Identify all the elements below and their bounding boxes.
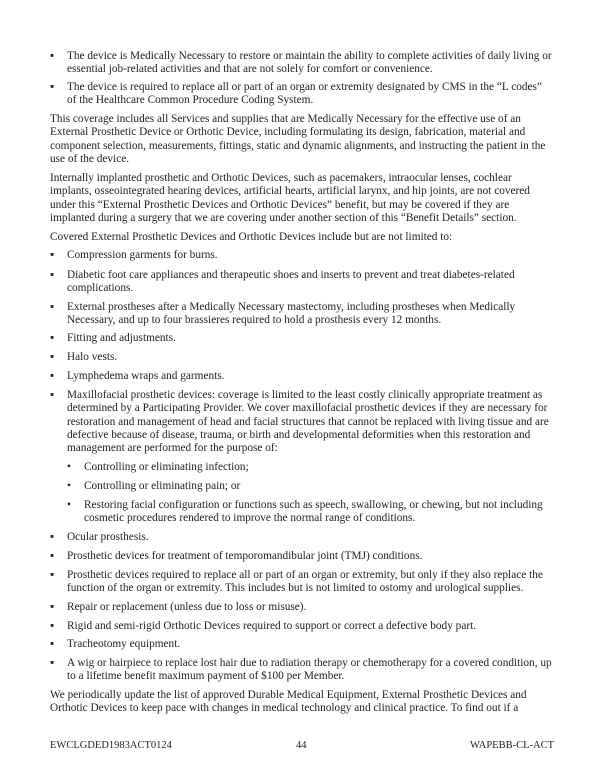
covered-item xyxy=(50,249,554,262)
bullet-text: External prostheses after a Medically Necessary mastectomy, including prostheses when Medically Necessary, and up to four brassieres required to hold a prosthesis every 12 months. xyxy=(67,301,516,327)
bullet-icon: ▪ xyxy=(50,550,55,562)
bullet-text: Repair or replacement (unless due to loss or misuse). xyxy=(67,601,307,613)
covered-item xyxy=(50,601,554,614)
bullet-icon: ▪ xyxy=(50,50,55,62)
covered-item xyxy=(50,620,554,633)
bullet-text: Ocular prosthesis. xyxy=(67,531,149,543)
bullet-text: Maxillofacial prosthetic devices: coverage is limited to the least costly clinically appropriate treatment as determined by a Participating Provider. We cover maxillofacial prosthetic devices if they are necessary for restoration and management of head and facial structures that cannot be replaced with living tissue and are defective because of disease, trauma, or birth and developmental deformities when this restoration and management are performed for the purpose of: xyxy=(67,389,549,455)
covered-item xyxy=(50,550,554,563)
sub-item xyxy=(67,499,554,526)
footer-plan-code: WAPEBB-CL-ACT xyxy=(470,740,554,751)
bullet-text: The device is required to replace all or part of an organ or extremity designated by CMS in the “L codes” of the Healthcare Common Procedure Coding System. xyxy=(67,81,542,107)
bullet-icon: ▪ xyxy=(50,601,55,613)
bullet-icon: ▪ xyxy=(50,249,55,261)
covered-item xyxy=(50,351,554,364)
paragraph-covered-intro: Covered External Prosthetic Devices and Orthotic Devices include but are not limited to: xyxy=(50,231,453,243)
bullet-icon: ▪ xyxy=(50,301,55,313)
bullet-text: Lymphedema wraps and garments. xyxy=(67,370,225,382)
bullet-item xyxy=(50,81,554,108)
bullet-icon: ▪ xyxy=(50,389,55,401)
covered-item xyxy=(50,301,554,328)
sub-bullet-icon: • xyxy=(67,499,71,511)
bullet-text: Prosthetic devices for treatment of temporomandibular joint (TMJ) conditions. xyxy=(67,550,423,562)
bullet-text: Compression garments for burns. xyxy=(67,249,218,261)
covered-item xyxy=(50,389,554,455)
bullet-text: The device is Medically Necessary to restore or maintain the ability to complete activities of daily living or essential job-related activities and that are not solely for comfort or convenience. xyxy=(67,50,552,76)
bullet-text: Prosthetic devices required to replace all or part of an organ or extremity, but only if they also replace the function of the organ or extremity. This includes but is not limited to ostomy and urological supplies. xyxy=(67,569,543,595)
footer-document-code: EWCLGDED1983ACT0124 xyxy=(50,740,172,751)
sub-bullet-icon: • xyxy=(67,461,71,473)
paragraph-coverage: This coverage includes all Services and supplies that are Medically Necessary for the effective use of an External Prosthetic Device or Orthotic Device, including formulating its design, fabrication, material and component selection, measurements, fittings, static and dynamic alignments, and instructing the patient in the use of the device. xyxy=(50,113,546,165)
paragraph-closing: We periodically update the list of approved Durable Medical Equipment, External Prosthetic Devices and Orthotic Devices to keep pace with changes in medical technology and clinical practice. To find out if a xyxy=(50,689,527,715)
bullet-icon: ▪ xyxy=(50,569,55,581)
covered-item xyxy=(50,531,554,544)
covered-item xyxy=(50,370,554,383)
bullet-item xyxy=(50,50,554,77)
bullet-text: Diabetic foot care appliances and therapeutic shoes and inserts to prevent and treat diabetes-related complications. xyxy=(67,269,515,295)
bullet-icon: ▪ xyxy=(50,332,55,344)
bullet-icon: ▪ xyxy=(50,657,55,669)
paragraph-internal-devices: Internally implanted prosthetic and Orthotic Devices, such as pacemakers, intraocular lenses, cochlear implants, osseointegrated hearing devices, artificial hearts, artificial larynx, and hip joints, are not covered under this “External Prosthetic Devices and Orthotic Devices” benefit, but may be covered if they are implanted during a surgery that we are covering under another section of this “Benefit Details” section. xyxy=(50,172,530,224)
bullet-text: Rigid and semi-rigid Orthotic Devices required to support or correct a defective body part. xyxy=(67,620,477,632)
covered-item xyxy=(50,269,554,296)
bullet-icon: ▪ xyxy=(50,531,55,543)
bullet-text: Controlling or eliminating infection; xyxy=(84,461,249,473)
footer-page-number: 44 xyxy=(296,740,307,751)
covered-item xyxy=(50,657,554,684)
bullet-icon: ▪ xyxy=(50,81,55,93)
sub-item xyxy=(67,461,554,474)
bullet-icon: ▪ xyxy=(50,351,55,363)
bullet-icon: ▪ xyxy=(50,269,55,281)
sub-bullet-icon: • xyxy=(67,480,71,492)
covered-item xyxy=(50,638,554,651)
covered-item xyxy=(50,569,554,596)
bullet-icon: ▪ xyxy=(50,370,55,382)
bullet-text: Fitting and adjustments. xyxy=(67,332,176,344)
sub-item xyxy=(67,480,554,493)
bullet-text: Restoring facial configuration or functions such as speech, swallowing, or chewing, but not including cosmetic procedures rendered to improve the normal range of conditions. xyxy=(84,499,543,525)
bullet-text: Tracheotomy equipment. xyxy=(67,638,181,650)
bullet-text: Halo vests. xyxy=(67,351,118,363)
bullet-icon: ▪ xyxy=(50,620,55,632)
covered-item xyxy=(50,332,554,345)
bullet-text: A wig or hairpiece to replace lost hair due to radiation therapy or chemotherapy for a covered condition, up to a lifetime benefit maximum payment of $100 per Member. xyxy=(67,657,552,683)
bullet-text: Controlling or eliminating pain; or xyxy=(84,480,241,492)
bullet-icon: ▪ xyxy=(50,638,55,650)
